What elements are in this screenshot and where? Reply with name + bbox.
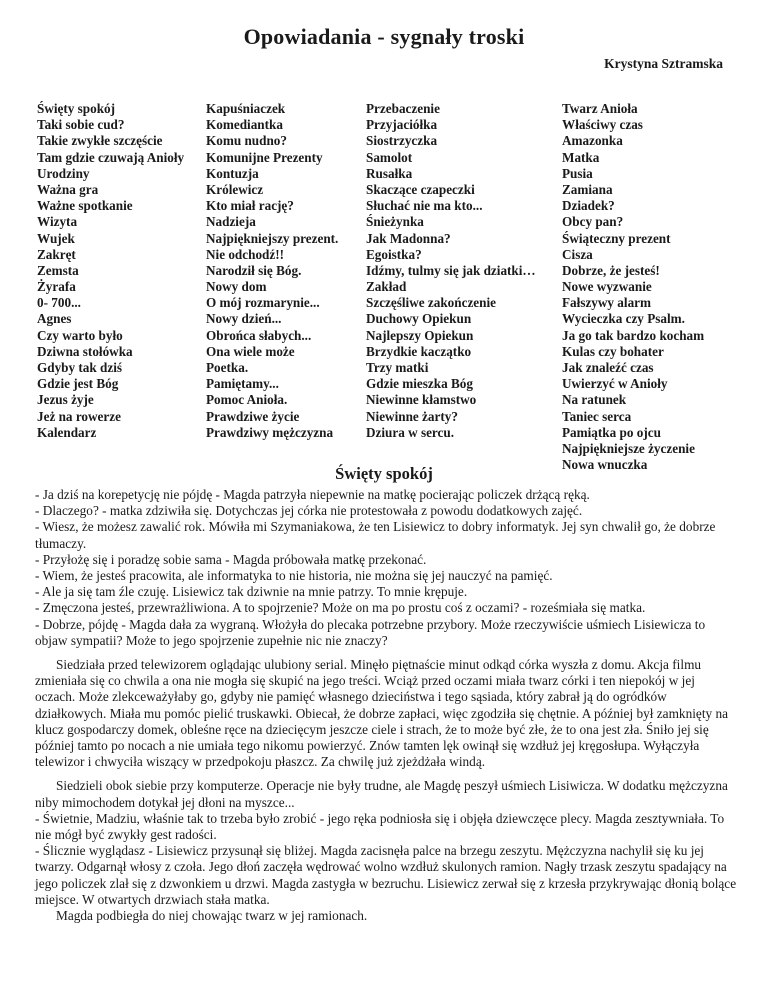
toc-column-3 <box>366 101 536 441</box>
toc-entry: Prawdziwe życie <box>206 408 300 424</box>
toc-entry: Zemsta <box>37 262 79 278</box>
toc-entry: Komediantka <box>206 117 283 133</box>
toc-entry: Wycieczka czy Psalm. <box>562 311 685 327</box>
toc-entry: Kto miał rację? <box>206 198 294 214</box>
toc-entry: Dziadek? <box>562 198 615 214</box>
toc-entry: Słuchać nie ma kto... <box>366 198 483 214</box>
toc-entry: Uwierzyć w Anioły <box>562 376 668 392</box>
document-title: Opowiadania - sygnały troski <box>243 24 525 49</box>
toc-entry: Komu nudno? <box>206 133 287 149</box>
toc-entry: Nowy dzień... <box>206 311 282 327</box>
toc-entry: Prawdziwy mężczyzna <box>206 424 334 440</box>
toc-entry: Zakład <box>366 279 407 295</box>
toc-entry: Dobrze, że jesteś! <box>562 262 660 278</box>
toc-entry: Gdzie mieszka Bóg <box>366 376 473 392</box>
toc-entry: Najpiękniejsze życzenie <box>562 440 695 456</box>
toc-entry: Duchowy Opiekun <box>366 311 472 327</box>
story-paragraph: - Przyłożę się i poradzę sobie sama - Magda próbowała matkę przekonać. <box>35 551 427 567</box>
toc-column-4 <box>562 101 704 473</box>
toc-entry: Przebaczenie <box>366 101 440 116</box>
toc-entry: Właściwy czas <box>562 117 643 133</box>
toc-entry: Pomoc Anioła. <box>206 392 288 408</box>
toc-entry: O mój rozmarynie... <box>206 295 320 311</box>
toc-entry: Ja go tak bardzo kocham <box>562 327 705 343</box>
toc-entry: Najpiękniejszy prezent. <box>206 230 339 246</box>
toc-entry: Komunijne Prezenty <box>206 149 323 165</box>
toc-entry: Jak Madonna? <box>366 230 451 246</box>
toc-entry: Siostrzyczka <box>366 133 438 149</box>
toc-entry: 0- 700... <box>37 295 81 311</box>
toc-entry: Ważne spotkanie <box>37 198 133 214</box>
toc-entry: Narodził się Bóg. <box>206 262 302 278</box>
toc-entry: Czy warto było <box>37 327 123 343</box>
toc-entry: Dziura w sercu. <box>366 424 455 440</box>
toc-entry: Nowy dom <box>206 279 267 295</box>
toc-entry: Śnieżynka <box>366 214 424 230</box>
toc-entry: Zamiana <box>562 181 613 197</box>
story-paragraph: Siedzieli obok siebie przy komputerze. Operacje nie były trudne, ale Magdę peszył uśmiech Lisiwicza. W dodatku mężczyzna niby mimochodem dotykał jej dłoni na myszce... <box>35 778 728 810</box>
story-paragraph: - Dlaczego? - matka zdziwiła się. Dotychczas jej córka nie protestowała z powodu dodatkowych zajęć. <box>35 503 583 519</box>
story-paragraph: - Świetnie, Madziu, właśnie tak to trzeba było zrobić - jego ręka podniosła się i objęła dziewczęce plecy. Magda zesztywniała. To nie mógł być zwykły gest radości. <box>35 810 725 843</box>
story-paragraph: - Ja dziś na korepetycję nie pójdę - Magda patrzyła niepewnie na matkę pocierając policzek drżącą ręką. <box>35 487 590 502</box>
toc-entry: Idźmy, tulmy się jak dziatki… <box>366 262 536 278</box>
toc-entry: Gdzie jest Bóg <box>37 376 119 392</box>
toc-column-1 <box>37 101 184 441</box>
toc-entry: Takie zwykłe szczęście <box>37 133 163 149</box>
story-paragraph: - Wiem, że jesteś pracowita, ale informatyka to nie historia, nie można się jej nauczyć na pamięć. <box>35 568 553 584</box>
toc-entry: Obcy pan? <box>562 214 624 230</box>
toc-entry: Taki sobie cud? <box>37 117 125 133</box>
toc-entry: Cisza <box>562 246 593 262</box>
toc-entry: Dziwna stołówka <box>37 343 133 359</box>
toc-entry: Agnes <box>37 311 72 327</box>
toc-entry: Kapuśniaczek <box>206 101 286 116</box>
toc-entry: Trzy matki <box>366 360 429 375</box>
story-paragraph: - Zmęczona jesteś, przewrażliwiona. A to spojrzenie? Może on ma po prostu coś z oczami? - roześmiała się matka. <box>35 600 646 616</box>
toc-entry: Amazonka <box>562 133 623 149</box>
toc-entry: Wizyta <box>37 214 78 230</box>
toc-entry: Taniec serca <box>562 408 632 424</box>
toc-entry: Ona wiele może <box>206 343 295 359</box>
story-paragraph: - Dobrze, pójdę - Magda dała za wygraną. Włożyła do plecaka potrzebne przybory. Może rzeczywiście uśmiech Lisiewicza to objaw sympatii? Może to jego spojrzenie zupełnie nic nie znaczy? <box>35 616 706 648</box>
toc-entry: Rusałka <box>366 165 413 181</box>
toc-entry: Kulas czy bohater <box>562 343 664 359</box>
toc-entry: Niewinne żarty? <box>366 408 458 424</box>
toc-entry: Brzydkie kaczątko <box>366 343 472 359</box>
toc-entry: Samolot <box>366 149 413 165</box>
toc-entry: Twarz Anioła <box>562 101 638 116</box>
toc-column-2 <box>206 101 338 441</box>
toc-entry: Nadzieja <box>206 214 256 230</box>
toc-entry: Najlepszy Opiekun <box>366 327 474 343</box>
story-paragraph: - Ślicznie wyglądasz - Lisiewicz przysunął się bliżej. Magda zacisnęła palce na brzegu zeszytu. Mężczyzna nachylił się ku jej twarzy. Odgarnął włosy z czoła. Jego dłoń zaczęła wędrować wolno wzdłuż skulonych ramion. Nagły trzask zeszytu spadający na jego policzek zlał się z dzwonkiem u drzwi. Magda zastygła w bezruchu. Lisiewicz zerwał się z krzesła przykrywając dłonią bolące miejsce. W otwartych drzwiach stała matka. <box>35 843 737 907</box>
toc-entry: Urodziny <box>37 165 90 181</box>
toc-entry: Matka <box>562 149 600 165</box>
toc-entry: Pamiętamy... <box>206 376 279 392</box>
toc-entry: Na ratunek <box>562 392 627 408</box>
toc-entry: Nowe wyzwanie <box>562 279 652 295</box>
toc-entry: Kalendarz <box>37 424 97 440</box>
toc-entry: Nie odchodź!! <box>206 246 285 262</box>
story-body <box>35 487 738 924</box>
toc-entry: Żyrafa <box>37 279 76 295</box>
toc-entry: Jeż na rowerze <box>37 408 121 424</box>
toc-entry: Nowa wnuczka <box>562 457 648 473</box>
toc-entry: Tam gdzie czuwają Anioły <box>37 149 185 165</box>
toc-entry: Niewinne kłamstwo <box>366 392 477 408</box>
story-paragraph: - Ale ja się tam źle czuję. Lisiewicz tak dziwnie na mnie patrzy. To mnie krępuje. <box>35 584 468 600</box>
toc-entry: Przyjaciółka <box>366 117 438 133</box>
story-title: Święty spokój <box>335 464 433 483</box>
toc-entry: Wujek <box>37 230 75 246</box>
toc-entry: Szczęśliwe zakończenie <box>366 295 497 311</box>
toc-entry: Jak znaleźć czas <box>562 360 654 375</box>
toc-entry: Fałszywy alarm <box>562 295 651 311</box>
toc-entry: Pamiątka po ojcu <box>562 424 661 440</box>
toc-entry: Święty spokój <box>37 101 116 116</box>
story-paragraph: - Wiesz, że możesz zawalić rok. Mówiła mi Szymaniakowa, że ten Lisiewicz to dobry informatyk. Jej syn chwalił go, że dobrze tłumaczy. <box>35 519 716 551</box>
toc-entry: Pusia <box>562 165 593 181</box>
toc-entry: Jezus żyje <box>37 392 94 408</box>
story-paragraph: Siedziała przed telewizorem oglądając ulubiony serial. Minęło piętnaście minut odkąd córka wyszła z domu. Akcja filmu zmieniała się co chwila a ona nie mogła się skupić na jego treści. Wciąż przed oczami miała twarz córki i ten niepokój w jej oczach. Może zlekceważyłaby go, gdyby nie pamięć własnego dzieciństwa i tego sąsiada, który zabrał ją do ogródków działkowych. Miała mu pomóc pielić truskawki. Obiecał, że dobrze zapłaci, więc zgodziła się chętnie. A później był zamknięty na klucz gospodarczy domek, obleśne ręce na dziecięcym jeszcze ciele i strach, że to może być złe, że to ona jest zła. Śniło jej się później tamto po nocach a nie umiała tego nikomu powierzyć. Znów tamten lęk owinął się wzdłuż jej kręgosłupa. Wyłączyła telewizor i chwyciła wiszący w przedpokoju płaszcz. Za chwilę już zjeżdżała windą. <box>35 657 729 770</box>
toc-entry: Zakręt <box>37 246 76 262</box>
toc-entry: Poetka. <box>206 360 249 375</box>
toc-entry: Ważna gra <box>37 181 99 197</box>
author-name: Krystyna Sztramska <box>604 56 723 71</box>
toc-entry: Świąteczny prezent <box>562 230 671 246</box>
toc-entry: Gdyby tak dziś <box>37 360 123 375</box>
toc-entry: Obrońca słabych... <box>206 327 312 343</box>
toc-entry: Królewicz <box>206 181 264 197</box>
toc-entry: Kontuzja <box>206 165 259 181</box>
story-paragraph: Magda podbiegła do niej chowając twarz w jej ramionach. <box>56 908 368 924</box>
toc-entry: Skaczące czapeczki <box>366 181 475 197</box>
toc-entry: Egoistka? <box>366 246 422 262</box>
